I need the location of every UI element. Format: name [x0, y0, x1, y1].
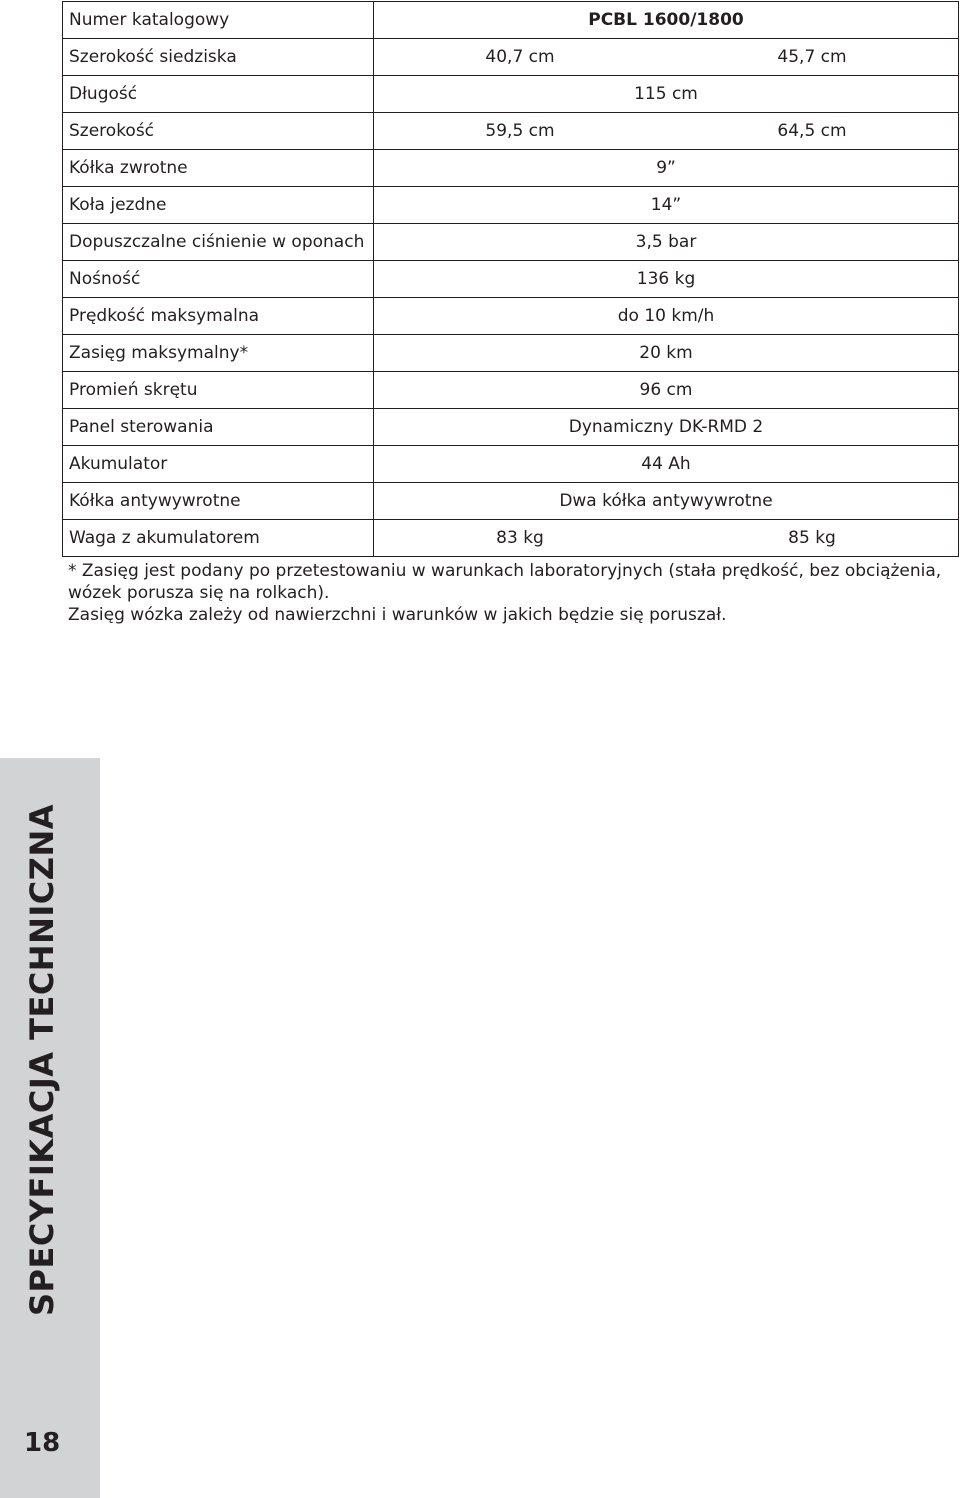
spec-values	[374, 158, 958, 178]
table-row	[63, 298, 959, 335]
spec-values	[374, 528, 958, 548]
spec-value-cell	[374, 39, 959, 76]
spec-value: 115 cm	[634, 84, 698, 104]
spec-label: Koła jezdne	[63, 187, 374, 224]
spec-value-cell	[374, 483, 959, 520]
spec-values	[374, 454, 958, 474]
table-row	[63, 187, 959, 224]
spec-values	[374, 195, 958, 215]
spec-label: Numer katalogowy	[63, 2, 374, 39]
spec-values	[374, 84, 958, 104]
spec-table	[62, 1, 959, 557]
spec-value-cell	[374, 298, 959, 335]
spec-value: PCBL 1600/1800	[588, 10, 744, 30]
spec-value-cell	[374, 150, 959, 187]
spec-value: 20 km	[639, 343, 693, 363]
spec-value-cell	[374, 409, 959, 446]
spec-value: 40,7 cm	[485, 47, 555, 67]
spec-label: Kółka antywywrotne	[63, 483, 374, 520]
spec-label: Kółka zwrotne	[63, 150, 374, 187]
spec-value: 83 kg	[496, 528, 544, 548]
spec-label: Długość	[63, 76, 374, 113]
table-row	[63, 39, 959, 76]
spec-label: Szerokość siedziska	[63, 39, 374, 76]
footnote-surface-note: Zasięg wózka zależy od nawierzchni i warunków w jakich będzie się poruszał.	[68, 605, 727, 625]
spec-value: 9”	[656, 158, 676, 178]
spec-value-cell	[374, 372, 959, 409]
spec-values	[374, 232, 958, 252]
spec-label: Akumulator	[63, 446, 374, 483]
spec-value-cell	[374, 261, 959, 298]
spec-value-cell	[374, 520, 959, 557]
table-row	[63, 409, 959, 446]
spec-label: Dopuszczalne ciśnienie w oponach	[63, 224, 374, 261]
table-row	[63, 520, 959, 557]
spec-value-cell	[374, 224, 959, 261]
spec-label: Promień skrętu	[63, 372, 374, 409]
spec-label: Szerokość	[63, 113, 374, 150]
table-row	[63, 113, 959, 150]
spec-value-cell	[374, 187, 959, 224]
table-row	[63, 150, 959, 187]
spec-label: Prędkość maksymalna	[63, 298, 374, 335]
table-row	[63, 372, 959, 409]
spec-value: Dwa kółka antywywrotne	[559, 491, 773, 511]
spec-value: 96 cm	[639, 380, 693, 400]
spec-values	[374, 306, 958, 326]
spec-value-cell	[374, 113, 959, 150]
spec-value: Dynamiczny DK-RMD 2	[568, 417, 764, 437]
table-row	[63, 335, 959, 372]
spec-values	[374, 10, 958, 30]
spec-label: Nośność	[63, 261, 374, 298]
spec-values	[374, 417, 958, 437]
footnote-range-note: * Zasięg jest podany po przetestowaniu w warunkach laboratoryjnych (stała prędkość, bez obciążenia, wózek porusza się na rolkach).	[68, 561, 942, 603]
spec-value: do 10 km/h	[617, 306, 715, 326]
spec-label: Panel sterowania	[63, 409, 374, 446]
footnote	[68, 560, 948, 626]
spec-label: Waga z akumulatorem	[63, 520, 374, 557]
spec-value: 14”	[650, 195, 682, 215]
spec-value: 136 kg	[636, 269, 696, 289]
spec-value: 45,7 cm	[777, 47, 847, 67]
table-row	[63, 2, 959, 39]
spec-value-cell	[374, 2, 959, 39]
spec-values	[374, 121, 958, 141]
spec-value: 44 Ah	[641, 454, 691, 474]
table-row	[63, 261, 959, 298]
spec-values	[374, 343, 958, 363]
spec-values	[374, 380, 958, 400]
table-row	[63, 446, 959, 483]
spec-value-cell	[374, 446, 959, 483]
spec-values	[374, 269, 958, 289]
spec-value: 59,5 cm	[485, 121, 555, 141]
table-row	[63, 76, 959, 113]
table-row	[63, 483, 959, 520]
spec-table-body	[63, 2, 959, 557]
spec-value: 85 kg	[788, 528, 836, 548]
spec-values	[374, 47, 958, 67]
spec-value: 64,5 cm	[777, 121, 847, 141]
page-number: 18	[24, 1428, 61, 1458]
table-row	[63, 224, 959, 261]
spec-value: 3,5 bar	[635, 232, 697, 252]
spec-label: Zasięg maksymalny*	[63, 335, 374, 372]
spec-value-cell	[374, 335, 959, 372]
spec-value-cell	[374, 76, 959, 113]
section-title: SPECYFIKACJA TECHNICZNA	[23, 803, 61, 1317]
spec-values	[374, 491, 958, 511]
